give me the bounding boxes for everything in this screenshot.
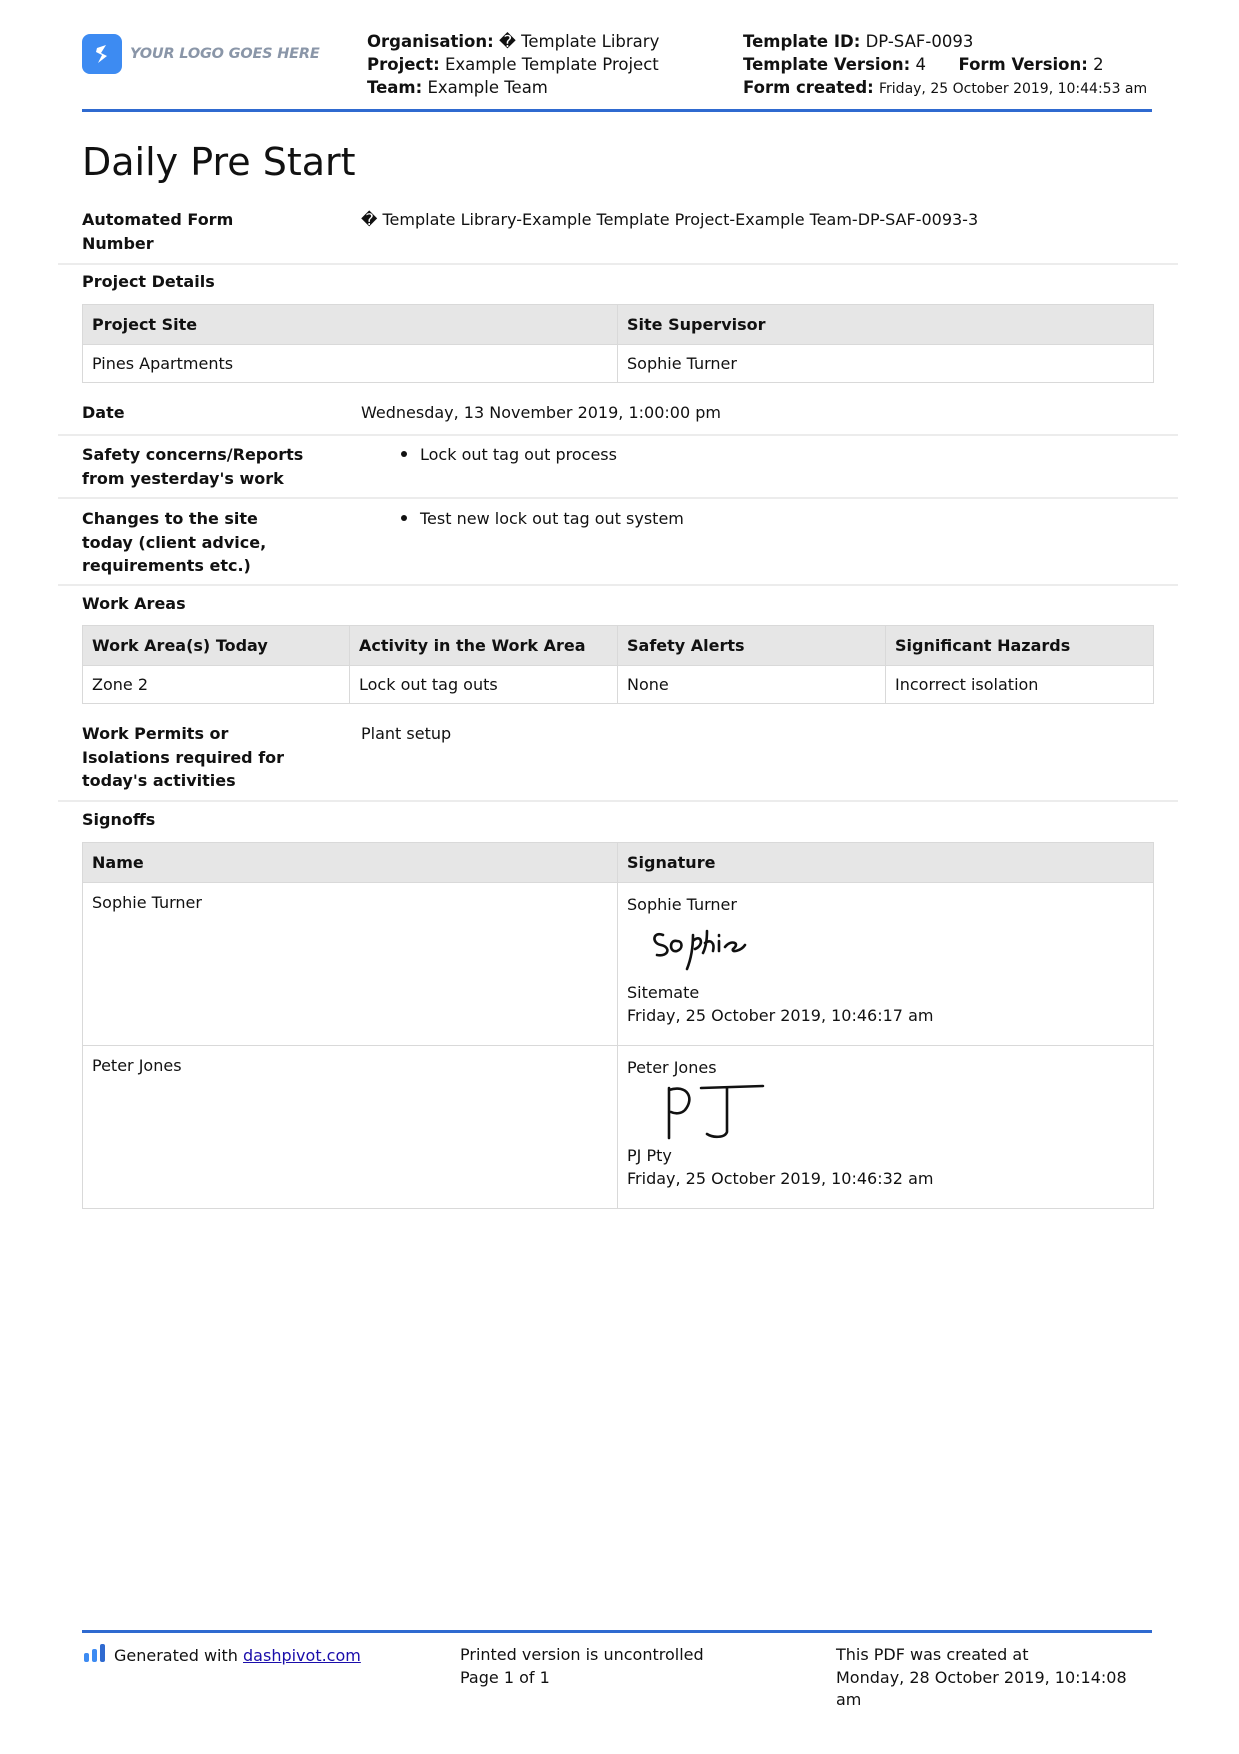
hazards-cell: Incorrect isolation (886, 666, 1154, 704)
project-line (367, 53, 659, 76)
site-supervisor-header: Site Supervisor (618, 305, 1154, 345)
organisation-value: � Template Library (498, 32, 660, 51)
dashpivot-link[interactable]: dashpivot.com (243, 1646, 361, 1665)
form-created-value: Friday, 25 October 2019, 10:44:53 am (879, 81, 1148, 97)
version-line (743, 53, 1147, 76)
list-item: Lock out tag out process (401, 443, 617, 466)
signature-image (627, 1080, 1144, 1144)
uncontrolled-notice: Printed version is uncontrolled (460, 1645, 704, 1664)
safety-alerts-header: Safety Alerts (618, 626, 886, 666)
signature-timestamp: Friday, 25 October 2019, 10:46:32 am (627, 1169, 934, 1188)
table-row (83, 345, 1154, 383)
template-version-value: 4 (915, 55, 926, 74)
signoff-signature-cell (618, 1046, 1154, 1209)
table-row (83, 666, 1154, 704)
dashpivot-logo-icon (84, 1644, 106, 1669)
work-areas-heading: Work Areas (82, 594, 186, 613)
work-areas-table (82, 625, 1154, 704)
project-site-cell: Pines Apartments (83, 345, 618, 383)
company-logo (82, 33, 322, 75)
generated-prefix: Generated with (114, 1646, 238, 1665)
table-row (83, 883, 1154, 1046)
safety-concerns-list (401, 443, 617, 466)
work-permits-label: Work Permits or Isolations required for today's activities (82, 724, 285, 790)
team-line (367, 76, 659, 99)
page-title: Daily Pre Start (82, 140, 356, 184)
template-id-value: DP-SAF-0093 (865, 32, 974, 51)
footer-created (836, 1644, 1127, 1712)
signature-company: Sitemate (627, 982, 700, 1002)
project-value: Example Template Project (444, 55, 659, 74)
list-item: Test new lock out tag out system (401, 507, 684, 530)
header-divider (82, 109, 1152, 112)
signoffs-table (82, 842, 1154, 1209)
signature-name: Peter Jones (627, 1058, 717, 1077)
project-site-header: Project Site (83, 305, 618, 345)
signoffs-heading: Signoffs (82, 810, 156, 829)
hazards-header: Significant Hazards (886, 626, 1154, 666)
divider (58, 800, 1178, 802)
signature-timestamp: Friday, 25 October 2019, 10:46:17 am (627, 1006, 934, 1025)
pdf-created-label: This PDF was created at (836, 1645, 1029, 1664)
table-header-row (83, 843, 1154, 883)
name-header: Name (83, 843, 618, 883)
footer-print-info (460, 1644, 704, 1689)
activity-header: Activity in the Work Area (350, 626, 618, 666)
pdf-created-ampm: am (836, 1690, 862, 1709)
form-version-label: Form Version: (958, 55, 1088, 74)
page-number: Page 1 of 1 (460, 1667, 550, 1687)
signature-image (627, 917, 1144, 981)
team-label: Team: (367, 78, 423, 97)
divider (58, 497, 1178, 499)
footer-generated (84, 1644, 361, 1669)
organisation-label: Organisation: (367, 32, 494, 51)
signoff-name-cell: Peter Jones (83, 1046, 618, 1209)
safety-alerts-cell: None (618, 666, 886, 704)
activity-cell: Lock out tag outs (350, 666, 618, 704)
signature-name: Sophie Turner (627, 895, 737, 914)
form-version-value: 2 (1093, 55, 1104, 74)
form-created-label: Form created: (743, 78, 874, 97)
signoff-signature-cell (618, 883, 1154, 1046)
form-created-line (743, 76, 1147, 101)
form-number-value: � Template Library-Example Template Project-Example Team-DP-SAF-0093-3 (361, 210, 979, 229)
logo-mark-icon (82, 34, 122, 74)
template-id-line (743, 30, 1147, 53)
divider (58, 434, 1178, 436)
team-value: Example Team (427, 78, 548, 97)
template-id-label: Template ID: (743, 32, 861, 51)
work-area-header: Work Area(s) Today (83, 626, 350, 666)
work-permits-value: Plant setup (361, 724, 452, 743)
header-org-block (367, 30, 659, 99)
project-details-table (82, 304, 1154, 383)
logo-text: YOUR LOGO GOES HERE (130, 46, 320, 62)
form-number-label: Automated Form Number (82, 210, 234, 253)
bullet-icon (401, 515, 407, 521)
project-details-heading: Project Details (82, 272, 215, 291)
divider (58, 584, 1178, 586)
site-changes-list (401, 507, 684, 530)
signature-header: Signature (618, 843, 1154, 883)
project-label: Project: (367, 55, 440, 74)
date-label: Date (82, 403, 125, 422)
table-header-row (83, 305, 1154, 345)
table-row (83, 1046, 1154, 1209)
site-changes-label: Changes to the site today (client advice, requirements etc.) (82, 509, 267, 575)
bullet-icon (401, 451, 407, 457)
pdf-created-date: Monday, 28 October 2019, 10:14:08 (836, 1667, 1127, 1687)
table-header-row (83, 626, 1154, 666)
organisation-line (367, 30, 659, 53)
signature-company: PJ Pty (627, 1145, 672, 1165)
header-template-block (743, 30, 1147, 101)
footer-divider (82, 1630, 1152, 1633)
work-area-cell: Zone 2 (83, 666, 350, 704)
site-supervisor-cell: Sophie Turner (618, 345, 1154, 383)
safety-concerns-label: Safety concerns/Reports from yesterday's work (82, 445, 304, 488)
date-value: Wednesday, 13 November 2019, 1:00:00 pm (361, 403, 721, 422)
signoff-name-cell: Sophie Turner (83, 883, 618, 1046)
divider (58, 263, 1178, 265)
template-version-label: Template Version: (743, 55, 911, 74)
